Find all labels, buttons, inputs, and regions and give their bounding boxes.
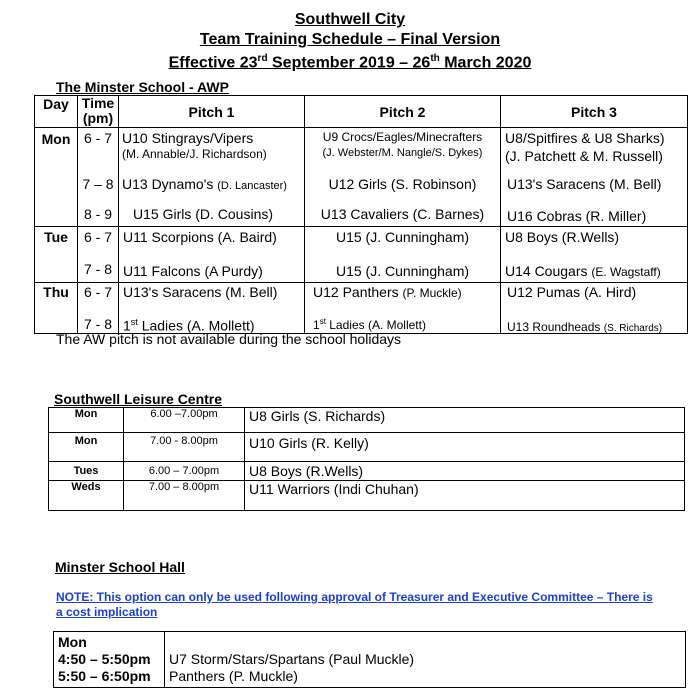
team-entry: U9 Crocs/Eagles/Minecrafters [322,130,483,144]
team-name: U12 Panthers [313,284,403,300]
leisure-row [49,433,685,462]
hall-section-title: Minster School Hall [55,559,185,575]
team-entry: U12 Pumas (A. Hird) [507,284,637,300]
coach-entry: (J. Webster/M. Nangle/S. Dykes) [322,147,483,159]
hall-team-cell [165,632,686,688]
effective-dates [0,49,700,72]
hall-time-slot: 4:50 – 5:50pm [58,651,151,667]
ordinal-number: 1 [123,317,131,334]
document-title: Southwell City [294,11,406,28]
effective-sup-th: th [430,53,440,64]
col-pitch2-header: Pitch 2 [305,96,501,128]
time-cell: 6.00 –7.00pm [124,408,245,433]
team-entry: U13's Saracens (M. Bell) [507,176,662,192]
team-name: Ladies (A. Mollett) [325,318,426,332]
day-cell: Tue [35,227,78,283]
effective-mid: September 2019 – 26 [267,54,431,72]
effective-suffix: March 2020 [439,54,532,72]
day-cell: Weds [49,481,124,511]
team-entry [122,176,287,194]
col-day-header: Day [35,96,78,128]
team-cell: U8 Boys (R.Wells) [245,462,685,481]
awp-row-tue [35,227,688,283]
awp-schedule-table [34,95,688,334]
col-pitch1-header: Pitch 1 [119,96,305,128]
team-name: U13 Roundheads [507,320,604,334]
team-entry [313,284,462,302]
day-cell: Mon [49,433,124,462]
team-name: U14 Cougars [505,263,592,279]
col-pitch3-header: Pitch 3 [501,96,688,128]
hall-day: Mon [58,634,87,650]
team-name: Ladies (A. Mollett) [137,317,255,334]
time-slot: 6 - 7 [83,284,112,300]
team-entry: U11 Scorpions (A. Baird) [123,229,277,245]
time-slot: 6 - 7 [83,130,112,146]
hall-team: U7 Storm/Stars/Spartans (Paul Muckle) [169,651,415,667]
time-cell: 7.00 - 8.00pm [124,433,245,462]
time-cell [78,128,119,227]
hall-team: Panthers (P. Muckle) [169,668,298,684]
time-slot: 7 - 8 [83,261,112,277]
team-entry [505,263,661,281]
leisure-schedule-table [48,407,685,511]
team-cell: U11 Warriors (Indi Chuhan) [245,481,685,511]
day-cell: Thu [35,283,78,334]
coach-entry: (J. Patchett & M. Russell) [505,148,663,164]
team-entry: U8/Spitfires & U8 Sharks) [505,130,665,146]
ordinal-suffix: st [319,317,326,326]
time-cell: 7.00 – 8.00pm [124,481,245,511]
pitch1-cell [119,283,305,334]
coach-entry: (M. Annable/J. Richardson) [122,147,267,161]
team-entry: U13 Cavaliers (C. Barnes) [320,206,485,222]
hall-row [54,632,686,688]
team-name: U13 Dynamo's [122,176,218,192]
team-entry: U16 Cobras (R. Miller) [507,208,647,224]
day-cell: Tues [49,462,124,481]
coach-name: (P. Muckle) [402,286,462,300]
team-entry: U11 Falcons (A Purdy) [123,263,263,279]
awp-section-title: The Minster School - AWP [56,79,229,95]
team-entry: U15 Girls (D. Cousins) [133,206,274,222]
time-slot: 7 – 8 [82,176,114,192]
team-entry: U15 (J. Cunningham) [335,229,470,245]
team-entry: U15 (J. Cunningham) [335,263,470,279]
ordinal-number: 1 [313,318,320,332]
team-entry: U13's Saracens (M. Bell) [123,284,278,300]
hall-schedule-table [53,631,686,688]
hall-time-slot: 5:50 – 6:50pm [58,668,151,684]
leisure-row [49,481,685,511]
ordinal-suffix: st [130,317,138,327]
hall-time-cell [54,632,165,688]
document-subtitle: Team Training Schedule – Final Version [199,31,501,48]
leisure-row [49,462,685,481]
time-slot: 6 - 7 [83,229,112,245]
pitch1-cell [119,128,305,227]
team-entry [507,318,662,336]
pitch2-cell [305,227,501,283]
awp-header-row [35,96,688,128]
team-entry [313,317,426,332]
time-slot: 8 - 9 [83,206,112,222]
team-entry: U8 Boys (R.Wells) [505,229,620,245]
hall-cost-note: NOTE: This option can only be used following approval of Treasurer and Executive Committee – There is a cost implication [56,590,653,619]
leisure-row [49,408,685,433]
pitch3-cell [501,283,688,334]
pitch2-cell [305,128,501,227]
pitch3-cell [501,128,688,227]
team-cell: U10 Girls (R. Kelly) [245,433,685,462]
day-cell: Mon [49,408,124,433]
time-cell: 6.00 – 7.00pm [124,462,245,481]
leisure-section-title: Southwell Leisure Centre [54,391,223,407]
coach-name: (E. Wagstaff) [591,265,661,279]
time-cell [78,283,119,334]
time-slot: 7 - 8 [83,316,112,332]
coach-name: (D. Lancaster) [217,180,287,192]
day-cell: Mon [35,128,78,227]
pitch1-cell [119,227,305,283]
col-time-header: Time (pm) [78,96,119,128]
pitch2-cell [305,283,501,334]
team-entry: U10 Stingrays/Vipers [122,130,254,146]
effective-sup-rd: rd [257,53,268,64]
pitch3-cell [501,227,688,283]
awp-footnote: The AW pitch is not available during the school holidays [56,331,402,347]
coach-name: (S. Richards) [603,323,663,334]
team-entry: U12 Girls (S. Robinson) [328,176,477,192]
awp-row-mon [35,128,688,227]
awp-row-thu [35,283,688,334]
effective-prefix: Effective 23 [168,54,258,72]
time-cell [78,227,119,283]
team-cell: U8 Girls (S. Richards) [245,408,685,433]
